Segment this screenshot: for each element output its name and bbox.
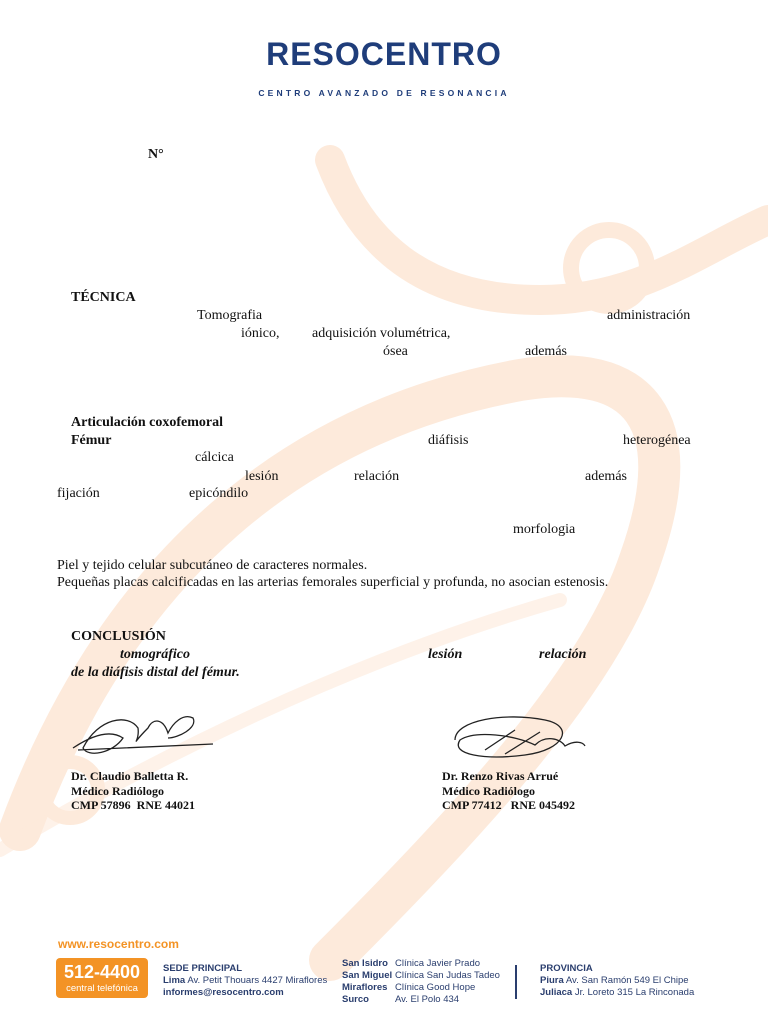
sede-title: SEDE PRINCIPAL — [163, 963, 243, 974]
conclusion-word: tomográfico — [120, 647, 190, 662]
finding-skin: Piel y tejido celular subcutáneo de caracteres normales. — [57, 558, 368, 573]
finding-word: fijación — [57, 486, 100, 501]
finding-word: cálcica — [195, 450, 234, 465]
conclusion-word: relación — [539, 647, 587, 662]
signature-balletta — [68, 708, 218, 772]
tecnica-heading: TÉCNICA — [71, 290, 136, 305]
phone-number: 512-4400 — [63, 962, 141, 982]
sede-city: Lima — [163, 975, 186, 986]
sede-principal — [163, 963, 327, 999]
conclusion-heading: CONCLUSIÓN — [71, 629, 166, 644]
branch-place: Clínica San Judas Tadeo — [395, 970, 500, 981]
phone-box — [56, 958, 148, 998]
provincia-city: Juliaca — [540, 987, 573, 998]
finding-plaques: Pequeñas placas calcificadas en las arterias femorales superficial y profunda, no asocian estenosis. — [57, 575, 609, 590]
tecnica-word: además — [525, 344, 567, 359]
doctor-name: Dr. Claudio Balletta R. — [71, 769, 189, 783]
brand-logo: RESOCENTRO — [266, 36, 502, 72]
tecnica-word: iónico, — [241, 326, 280, 341]
provincia — [540, 963, 694, 999]
tecnica-word: administración — [607, 308, 691, 323]
doctor-name: Dr. Renzo Rivas Arrué — [442, 769, 559, 783]
footer-divider — [515, 965, 517, 999]
provincia-address: Jr. Loreto 315 La Rinconada — [574, 987, 695, 998]
tecnica-word: adquisición volumétrica, — [312, 326, 451, 341]
branch-list — [342, 958, 500, 1006]
provincia-city: Piura — [540, 975, 564, 986]
branch-district: Miraflores — [342, 982, 388, 993]
section-heading: Articulación coxofemoral — [71, 415, 224, 430]
finding-word: lesión — [245, 469, 279, 484]
phone-label: central telefónica — [66, 983, 138, 994]
finding-word: además — [585, 469, 627, 484]
branch-district: San Miguel — [342, 970, 393, 981]
branch-place: Av. El Polo 434 — [395, 994, 460, 1005]
brand-tagline: CENTRO AVANZADO DE RESONANCIA — [258, 88, 510, 98]
doctor-title: Médico Radiólogo — [442, 784, 535, 798]
doctor-ids: CMP 77412 RNE 045492 — [442, 798, 575, 812]
provincia-address: Av. San Ramón 549 El Chipe — [565, 975, 689, 986]
tecnica-word: Tomografia — [197, 308, 263, 323]
provincia-title: PROVINCIA — [540, 963, 593, 974]
doctor-ids: CMP 57896 RNE 44021 — [71, 798, 195, 812]
finding-word: morfologia — [513, 522, 576, 537]
tecnica-word: ósea — [383, 344, 408, 359]
finding-word: diáfisis — [428, 433, 469, 448]
section-heading: Fémur — [71, 433, 112, 448]
finding-word: heterogénea — [623, 433, 691, 448]
conclusion-word: lesión — [428, 647, 463, 662]
conclusion-last-line: de la diáfisis distal del fémur. — [71, 665, 240, 680]
doctor-title: Médico Radiólogo — [71, 784, 164, 798]
email-link[interactable]: informes@resocentro.com — [163, 987, 284, 998]
branch-place: Clínica Javier Prado — [395, 958, 481, 969]
finding-word: epicóndilo — [189, 486, 249, 501]
branch-district: Surco — [342, 994, 369, 1005]
finding-word: relación — [354, 469, 400, 484]
report-number-label: N° — [148, 147, 164, 162]
branch-district: San Isidro — [342, 958, 388, 969]
website-link[interactable]: www.resocentro.com — [58, 937, 179, 951]
signature-rivas — [445, 710, 595, 768]
branch-place: Clínica Good Hope — [395, 982, 476, 993]
sede-address: Av. Petit Thouars 4427 Miraflores — [187, 975, 328, 986]
